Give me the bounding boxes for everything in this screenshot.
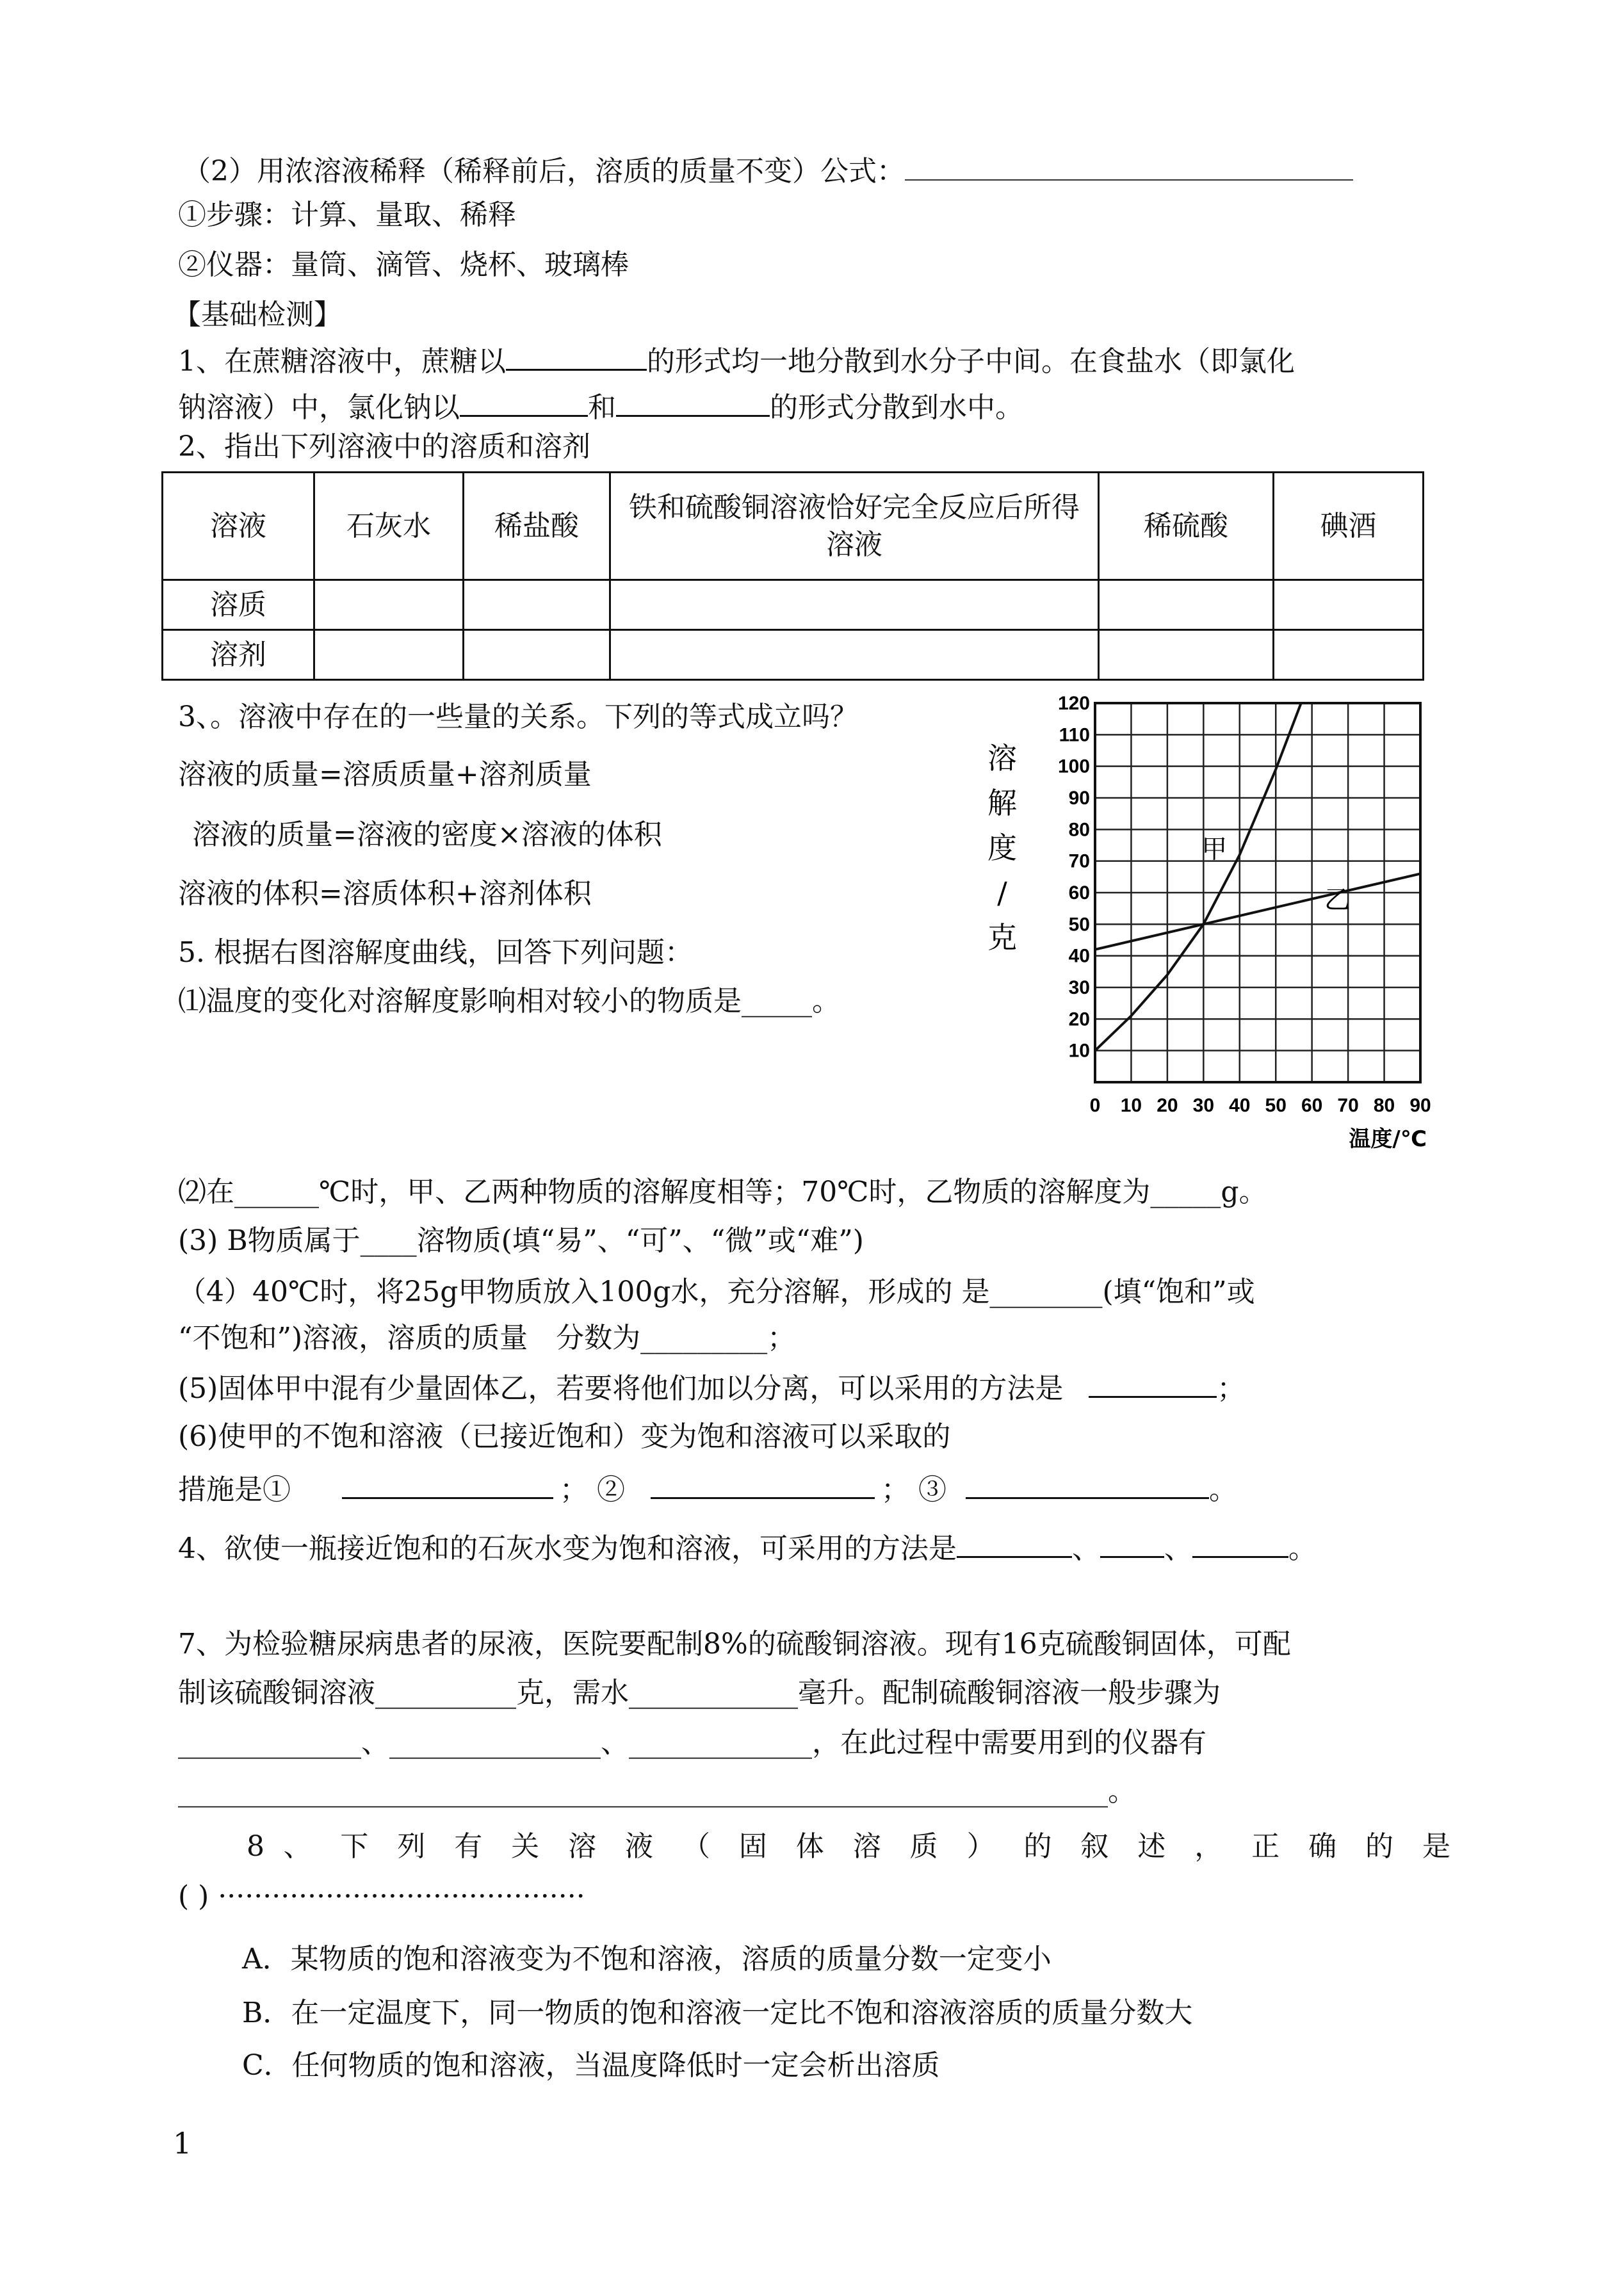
answer-blank[interactable] <box>460 387 588 417</box>
question-7-line-4: __________________________________________________________________。 <box>178 1775 1136 1808</box>
table-row <box>163 630 1424 680</box>
section-heading: 【基础检测】 <box>173 298 342 331</box>
instruments-line: ②仪器：量筒、滴管、烧杯、玻璃棒 <box>178 248 629 281</box>
table-header-cell: 铁和硫酸铜溶液恰好完全反应后所得溶液 <box>610 473 1099 580</box>
table-header-cell: 石灰水 <box>314 473 464 580</box>
answer-blank[interactable] <box>966 1469 1209 1499</box>
relation-1: 溶液的质量=溶质质量+溶剂质量 <box>178 758 592 791</box>
series-label-2: 乙 <box>1324 885 1351 915</box>
y-tick-label: 90 <box>1068 788 1090 809</box>
table-cell[interactable] <box>1099 630 1274 680</box>
answer-blank[interactable] <box>905 151 1353 181</box>
answer-blank[interactable] <box>957 1528 1072 1558</box>
table-row <box>163 580 1424 630</box>
x-tick-label: 30 <box>1192 1095 1215 1116</box>
table-header-cell: 稀盐酸 <box>464 473 610 580</box>
table-cell[interactable] <box>314 580 464 630</box>
page-number: 1 <box>173 2126 192 2161</box>
formula-line: （2）用浓溶液稀释（稀释前后，溶质的质量不变）公式： <box>183 151 1353 191</box>
question-5-part-3: (3) B物质属于____溶物质(填“易”、“可”、“微”或“难”) <box>178 1224 864 1257</box>
question-5-part-4-cont: “不饱和”)溶液，溶质的质量 分数为_________； <box>178 1322 796 1354</box>
answer-blank[interactable] <box>616 387 770 417</box>
question-5-part-6: (6)使甲的不饱和溶液（已接近饱和）变为饱和溶液可以采取的 <box>178 1420 951 1453</box>
question-8-answer-slot: ( ) ········································· <box>178 1880 585 1913</box>
question-4: 4、欲使一瓶接近饱和的石灰水变为饱和溶液，可采用的方法是 、 、 。 <box>178 1528 1317 1568</box>
relation-3: 溶液的体积=溶质体积+溶剂体积 <box>178 877 592 910</box>
choice-a[interactable]: A．某物质的饱和溶液变为不饱和溶液，溶质的质量分数一定变小 <box>242 1943 1052 1975</box>
question-5: 5. 根据右图溶解度曲线，回答下列问题： <box>178 936 693 969</box>
table-cell[interactable] <box>610 580 1099 630</box>
question-8-stem: 8 、 下 列 有 关 溶 液 （ 固 体 溶 质 ） 的 叙 述 ， 正 确 的 是 <box>247 1830 1450 1863</box>
y-tick-label: 10 <box>1068 1040 1090 1062</box>
table-cell[interactable] <box>1274 580 1424 630</box>
x-tick-label: 50 <box>1265 1095 1287 1116</box>
table-row-label: 溶质 <box>163 580 314 630</box>
answer-blank[interactable] <box>651 1469 875 1499</box>
solute-solvent-table <box>161 471 1424 681</box>
y-tick-label: 30 <box>1068 977 1090 998</box>
y-tick-label: 20 <box>1068 1009 1090 1030</box>
x-tick-label: 90 <box>1409 1095 1431 1116</box>
y-tick-label: 40 <box>1068 945 1090 967</box>
y-axis-label-char: 度 <box>987 831 1017 865</box>
y-axis-label-char: 解 <box>987 786 1017 820</box>
choice-c[interactable]: C．任何物质的饱和溶液，当温度降低时一定会析出溶质 <box>242 2049 940 2082</box>
y-tick-label: 80 <box>1068 819 1090 841</box>
answer-blank[interactable] <box>342 1469 553 1499</box>
table-row-label: 溶剂 <box>163 630 314 680</box>
y-tick-label: 120 <box>1057 693 1090 714</box>
y-axis-label-char: 克 <box>987 920 1017 955</box>
question-7-line-3: _____________、_______________、_____________，在此过程中需要用到的仪器有 <box>178 1726 1206 1759</box>
question-5-part-4: （4）40℃时，将25g甲物质放入100g水，充分溶解，形成的 是________(填“饱和”或 <box>178 1276 1255 1308</box>
question-5-part-1: ⑴温度的变化对溶解度影响相对较小的物质是_____。 <box>178 985 840 1018</box>
question-7-line-1: 7、为检验糖尿病患者的尿液，医院要配制8%的硫酸铜溶液。现有16克硫酸铜固体，可配 <box>178 1628 1291 1660</box>
x-tick-label: 70 <box>1337 1095 1359 1116</box>
table-cell[interactable] <box>464 580 610 630</box>
y-tick-label: 60 <box>1068 882 1090 904</box>
answer-blank[interactable] <box>1100 1528 1164 1558</box>
y-tick-label: 50 <box>1068 914 1090 936</box>
series-label-1: 甲 <box>1201 834 1228 864</box>
x-tick-label: 40 <box>1229 1095 1251 1116</box>
relation-2: 溶液的质量=溶液的密度×溶液的体积 <box>192 818 662 851</box>
table-cell[interactable] <box>1274 630 1424 680</box>
question-5-part-2: ⑵在______℃时，甲、乙两种物质的溶解度相等；70℃时，乙物质的溶解度为_____g。 <box>178 1176 1267 1208</box>
choice-b[interactable]: B．在一定温度下，同一物质的饱和溶液一定比不饱和溶液溶质的质量分数大 <box>242 1997 1193 2029</box>
x-tick-label: 0 <box>1089 1095 1101 1116</box>
x-tick-label: 10 <box>1120 1095 1142 1116</box>
x-tick-label: 60 <box>1301 1095 1323 1116</box>
table-cell[interactable] <box>464 630 610 680</box>
question-7-line-2: 制该硫酸铜溶液__________克，需水____________毫升。配制硫酸铜溶液一般步骤为 <box>178 1676 1221 1709</box>
y-axis-label-char: / <box>997 875 1007 910</box>
steps-line: ①步骤：计算、量取、稀释 <box>178 199 516 231</box>
question-5-part-5: (5)固体甲中混有少量固体乙，若要将他们加以分离，可以采用的方法是 ； <box>178 1368 1245 1408</box>
table-cell[interactable] <box>1099 580 1274 630</box>
y-tick-label: 110 <box>1059 724 1090 746</box>
x-tick-label: 80 <box>1373 1095 1395 1116</box>
answer-blank[interactable] <box>1089 1368 1217 1398</box>
x-axis-label: 温度/℃ <box>1349 1126 1427 1152</box>
answer-blank[interactable] <box>506 341 647 371</box>
y-tick-label: 70 <box>1068 850 1090 872</box>
solubility-chart <box>973 692 1434 1153</box>
question-2: 2、指出下列溶液中的溶质和溶剂 <box>178 430 590 463</box>
table-header-cell: 碘酒 <box>1274 473 1424 580</box>
y-tick-label: 100 <box>1057 756 1090 777</box>
y-axis-label-char: 溶 <box>987 741 1017 775</box>
table-header-cell: 溶液 <box>163 473 314 580</box>
answer-blank[interactable] <box>1192 1528 1288 1558</box>
table-cell[interactable] <box>610 630 1099 680</box>
series-line-1 <box>1095 703 1301 1051</box>
table-cell[interactable] <box>314 630 464 680</box>
question-3: 3、。溶液中存在的一些量的关系。下列的等式成立吗？ <box>178 701 858 733</box>
question-1-line-2: 钠溶液）中，氯化钠以 和 的形式分散到水中。 <box>178 387 1023 427</box>
table-header-cell: 稀硫酸 <box>1099 473 1274 580</box>
question-1-line-1: 1、在蔗糖溶液中，蔗糖以 的形式均一地分散到水分子中间。在食盐水（即氯化 <box>178 341 1295 381</box>
series-line-2 <box>1095 873 1420 949</box>
question-5-part-6-measures: 措施是① ； ② ； ③ 。 <box>178 1469 1237 1509</box>
x-tick-label: 20 <box>1157 1095 1178 1116</box>
